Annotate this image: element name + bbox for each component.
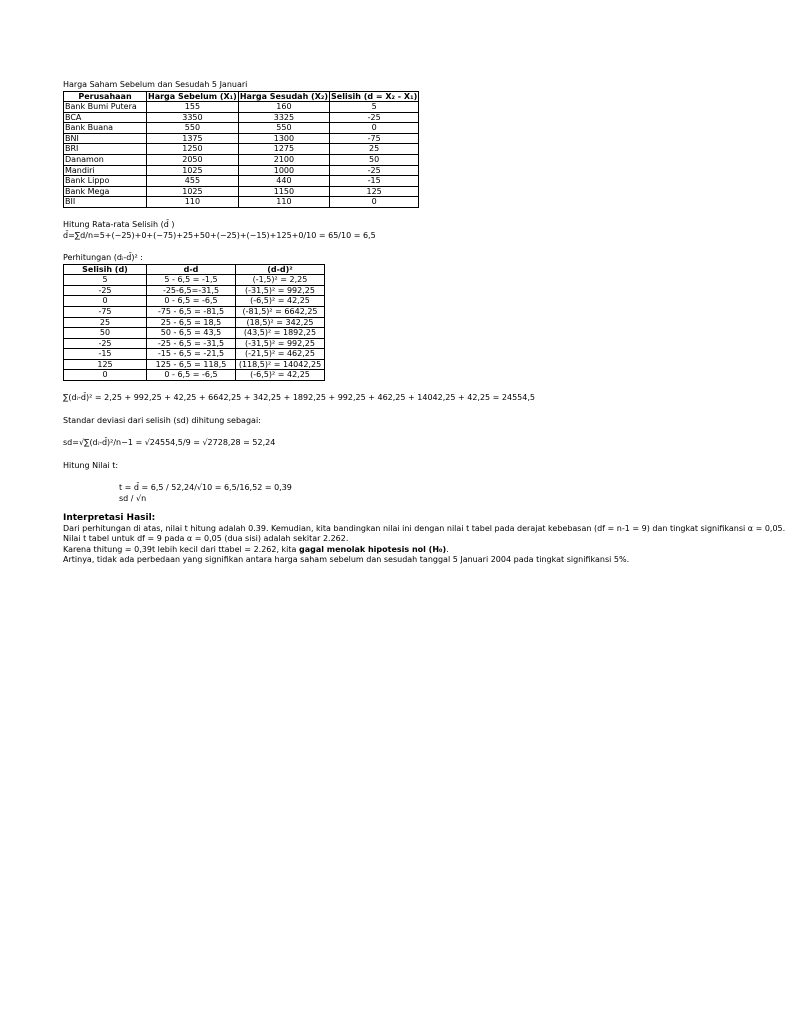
table-row [64, 349, 325, 360]
table-cell: 5 - 6,5 = -1,5 [147, 275, 236, 286]
table-cell: (18,5)² = 342,25 [236, 317, 325, 328]
table-cell: 2100 [238, 155, 329, 166]
table-cell: 50 [330, 155, 419, 166]
table-cell: 50 - 6,5 = 43,5 [147, 328, 236, 339]
table-row [64, 306, 325, 317]
table-row [64, 197, 419, 208]
header-harga-sesudah: Harga Sesudah (X₂) [239, 91, 329, 101]
stock-price-table-body [64, 102, 419, 208]
sum-of-squares: ∑(dᵢ-d̄)² = 2,25 + 992,25 + 42,25 + 6642,25 + 342,25 + 1892,25 + 992,25 + 462,25 + 14042,25 + 42,25 = 24554,5 [63, 393, 535, 403]
table-cell: 3350 [147, 112, 239, 123]
table-cell: Danamon [64, 155, 147, 166]
table-row [64, 317, 325, 328]
table-cell: -25 [64, 338, 147, 349]
sd-intro: Standar deviasi dari selisih (sd) dihitung sebagai: [63, 415, 261, 425]
header-perusahaan: Perusahaan [64, 91, 147, 102]
document-body [63, 80, 785, 566]
table-cell: -25 - 6,5 = -31,5 [147, 338, 236, 349]
table-cell: 0 - 6,5 = -6,5 [147, 296, 236, 307]
table-cell: (-6,5)² = 42,25 [236, 370, 325, 381]
table-cell: 155 [147, 102, 239, 113]
table-cell: Bank Lippo [64, 176, 147, 187]
table-cell: BII [64, 197, 147, 208]
table-cell: 1375 [147, 133, 239, 144]
header-harga-sebelum: Harga Sebelum (X₁) [148, 91, 237, 101]
table-cell: Mandiri [64, 165, 147, 176]
table-cell: 25 - 6,5 = 18,5 [147, 317, 236, 328]
table-row [64, 296, 325, 307]
table-cell: -25 [64, 285, 147, 296]
table-cell: 160 [238, 102, 329, 113]
table-row [64, 102, 419, 113]
header-d-minus-mean: d-d̄ [147, 264, 236, 275]
table-cell: -25 [330, 112, 419, 123]
mean-formula: d̄=∑d/n=5+(−25)+0+(−75)+25+50+(−25)+(−15)+125+0/10 = 65/10 = 6,5 [63, 230, 376, 240]
table-cell: 2050 [147, 155, 239, 166]
table-cell: -75 - 6,5 = -81,5 [147, 306, 236, 317]
table-cell: (-31,5)² = 992,25 [236, 338, 325, 349]
table-cell: BNI [64, 133, 147, 144]
table-cell: 3325 [238, 112, 329, 123]
mean-label: Hitung Rata-rata Selisih (d̄ ) [63, 220, 175, 230]
table-header-row [64, 264, 325, 275]
interpretation-paragraph-2: Nilai t tabel untuk df = 9 pada α = 0,05 (dua sisi) adalah sekitar 2.262. [63, 534, 349, 544]
table-cell: -75 [330, 133, 419, 144]
table-cell: 5 [64, 275, 147, 286]
table-cell: 125 [64, 359, 147, 370]
table-cell: 5 [330, 102, 419, 113]
t-label: Hitung Nilai t: [63, 460, 119, 470]
table-cell: 125 - 6,5 = 118,5 [147, 359, 236, 370]
table-cell: 440 [238, 176, 329, 187]
table-cell: -25-6,5=-31,5 [147, 285, 236, 296]
stock-price-table [63, 91, 419, 209]
table-row [64, 186, 419, 197]
table-cell: 25 [330, 144, 419, 155]
interpretation-paragraph-3 [63, 545, 763, 556]
deviation-table [63, 264, 325, 382]
table-cell: 1025 [147, 186, 239, 197]
table-cell: 1000 [238, 165, 329, 176]
table-cell: 50 [64, 328, 147, 339]
table-cell: -15 [330, 176, 419, 187]
table-cell: 1275 [238, 144, 329, 155]
table-cell: (-81,5)² = 6642,25 [236, 306, 325, 317]
table-row [64, 275, 325, 286]
header-selisih: Selisih (d = X₂ - X₁) [331, 91, 418, 101]
interpretation-heading: Interpretasi Hasil: [63, 513, 156, 524]
table-cell: (43,5)² = 1892,25 [236, 328, 325, 339]
interpretation-paragraph-1: Dari perhitungan di atas, nilai t hitung adalah 0.39. Kemudian, kita bandingkan nilai ini dengan nilai t tabel pada derajat kebebasan (df = n-1 = 9) dan tingkat signifikansi α = 0,05. [63, 523, 785, 533]
table-cell: 25 [64, 317, 147, 328]
table-row [64, 338, 325, 349]
table-cell: (118,5)² = 14042,25 [236, 359, 325, 370]
table-cell: (-1,5)² = 2,25 [236, 275, 325, 286]
interpretation-paragraph-4: Artinya, tidak ada perbedaan yang signifikan antara harga saham sebelum dan sesudah tanggal 5 Januari 2004 pada tingkat signifikansi 5%. [63, 555, 630, 565]
table-cell: Bank Bumi Putera [64, 102, 147, 113]
table-row [64, 123, 419, 134]
t-formula-bottom: sd / √n [119, 494, 147, 504]
table-row [64, 144, 419, 155]
table-cell: 110 [238, 197, 329, 208]
t-formula-top: t = d̄ = 6,5 / 52,24/√10 = 6,5/16,52 = 0,39 [119, 483, 292, 493]
table-cell: 1250 [147, 144, 239, 155]
sd-formula: sd=√∑(dᵢ-d̄)²/n−1 = √24554,5/9 = √2728,28 = 52,24 [63, 438, 276, 448]
table-row [64, 370, 325, 381]
calc-label: Perhitungan (dᵢ-d̄)² : [63, 253, 143, 263]
table-cell: 1025 [147, 165, 239, 176]
table-cell: BCA [64, 112, 147, 123]
table-cell: (-6,5)² = 42,25 [236, 296, 325, 307]
table-cell: 455 [147, 176, 239, 187]
table-cell: 0 [330, 123, 419, 134]
document-title: Harga Saham Sebelum dan Sesudah 5 Januari [63, 80, 248, 89]
table-cell: -15 - 6,5 = -21,5 [147, 349, 236, 360]
table-cell: -15 [64, 349, 147, 360]
table-cell: 1150 [238, 186, 329, 197]
table-cell: (-21,5)² = 462,25 [236, 349, 325, 360]
table-cell: 1300 [238, 133, 329, 144]
table-cell: 0 [330, 197, 419, 208]
table-cell: BRI [64, 144, 147, 155]
header-squared: (d-d̄)² [236, 264, 325, 275]
table-cell: 0 [64, 370, 147, 381]
table-cell: 110 [147, 197, 239, 208]
table-cell: 0 [64, 296, 147, 307]
table-cell: 550 [147, 123, 239, 134]
table-cell: -25 [330, 165, 419, 176]
conclusion-prefix: Karena thitung = 0,39t lebih kecil dari ttabel = 2.262, kita [63, 544, 299, 554]
table-row [64, 328, 325, 339]
table-cell: (-31,5)² = 992,25 [236, 285, 325, 296]
table-cell: 0 - 6,5 = -6,5 [147, 370, 236, 381]
header-selisih-d: Selisih (d) [64, 264, 147, 275]
table-cell: -75 [64, 306, 147, 317]
table-row [64, 165, 419, 176]
conclusion-bold: gagal menolak hipotesis nol (H₀) [299, 544, 447, 554]
table-cell: Bank Buana [64, 123, 147, 134]
deviation-table-body [64, 275, 325, 381]
table-row [64, 155, 419, 166]
table-row [64, 285, 325, 296]
table-header-row [64, 91, 419, 102]
table-row [64, 112, 419, 123]
table-row [64, 359, 325, 370]
conclusion-suffix: . [446, 544, 449, 554]
table-row [64, 176, 419, 187]
table-cell: 550 [238, 123, 329, 134]
table-cell: Bank Mega [64, 186, 147, 197]
table-row [64, 133, 419, 144]
table-cell: 125 [330, 186, 419, 197]
t-formula [119, 483, 763, 509]
